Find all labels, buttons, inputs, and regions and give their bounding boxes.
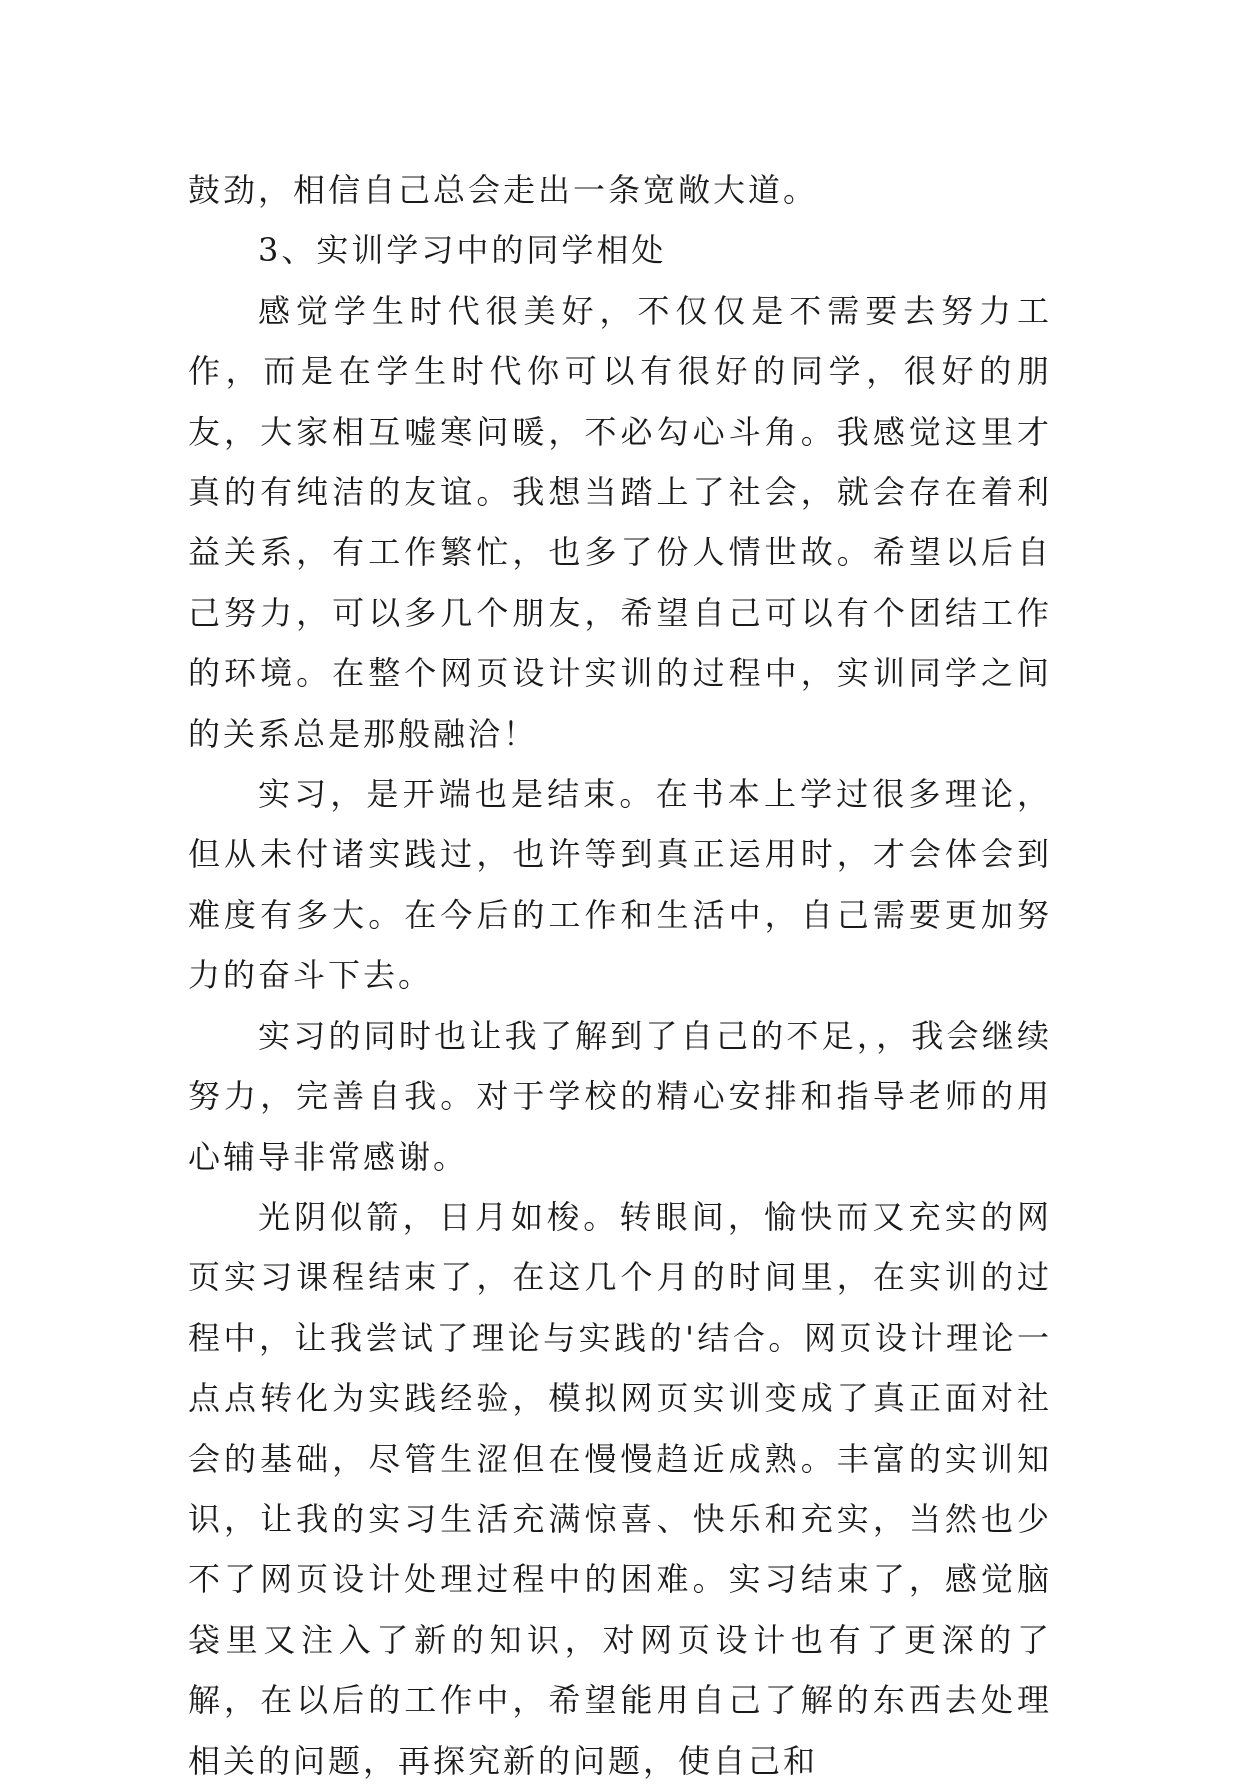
paragraph-1: 鼓劲，相信自己总会走出一条宽敞大道。	[188, 171, 819, 209]
paragraph-5: 光阴似箭，日月如梭。转眼间，愉快而又充实的网页实习课程结束了，在这几个月的时间里，在实训的过程中，让我尝试了理论与实践的'结合。网页设计理论一点点转化为实践经验，模拟网页实训变成了真正面对社会的基础，尽管生涩但在慢慢趋近成熟。丰富的实训知识，让我的实习生活充满惊喜、快乐和充实，当然也少不了网页设计处理过程中的困难。实习结束了，感觉脑袋里又注入了新的知识，对网页设计也有了更深的了解，在以后的工作中，希望能用自己了解的东西去处理相关的问题，再探究新的问题，使自己和	[188, 1197, 1052, 1780]
paragraph-3: 实习，是开端也是结束。在书本上学过很多理论，但从未付诸实践过，也许等到真正运用时，才会体会到难度有多大。在今后的工作和生活中，自己需要更加努力的奋斗下去。	[188, 775, 1052, 995]
paragraph-4: 实习的同时也让我了解到了自己的不足，，我会继续努力，完善自我。对于学校的精心安排和指导老师的用心辅导非常感谢。	[188, 1016, 1052, 1176]
document-body	[188, 160, 1052, 1791]
paragraph-2: 感觉学生时代很美好，不仅仅是不需要去努力工作，而是在学生时代你可以有很好的同学，很好的朋友，大家相互嘘寒问暖，不必勾心斗角。我感觉这里才真的有纯洁的友谊。我想当踏上了社会，就会存在着利益关系，有工作繁忙，也多了份人情世故。希望以后自己努力，可以多几个朋友，希望自己可以有个团结工作的环境。在整个网页设计实训的过程中，实训同学之间的关系总是那般融洽！	[188, 291, 1052, 753]
section-heading: 3、实训学习中的同学相处	[258, 231, 667, 270]
